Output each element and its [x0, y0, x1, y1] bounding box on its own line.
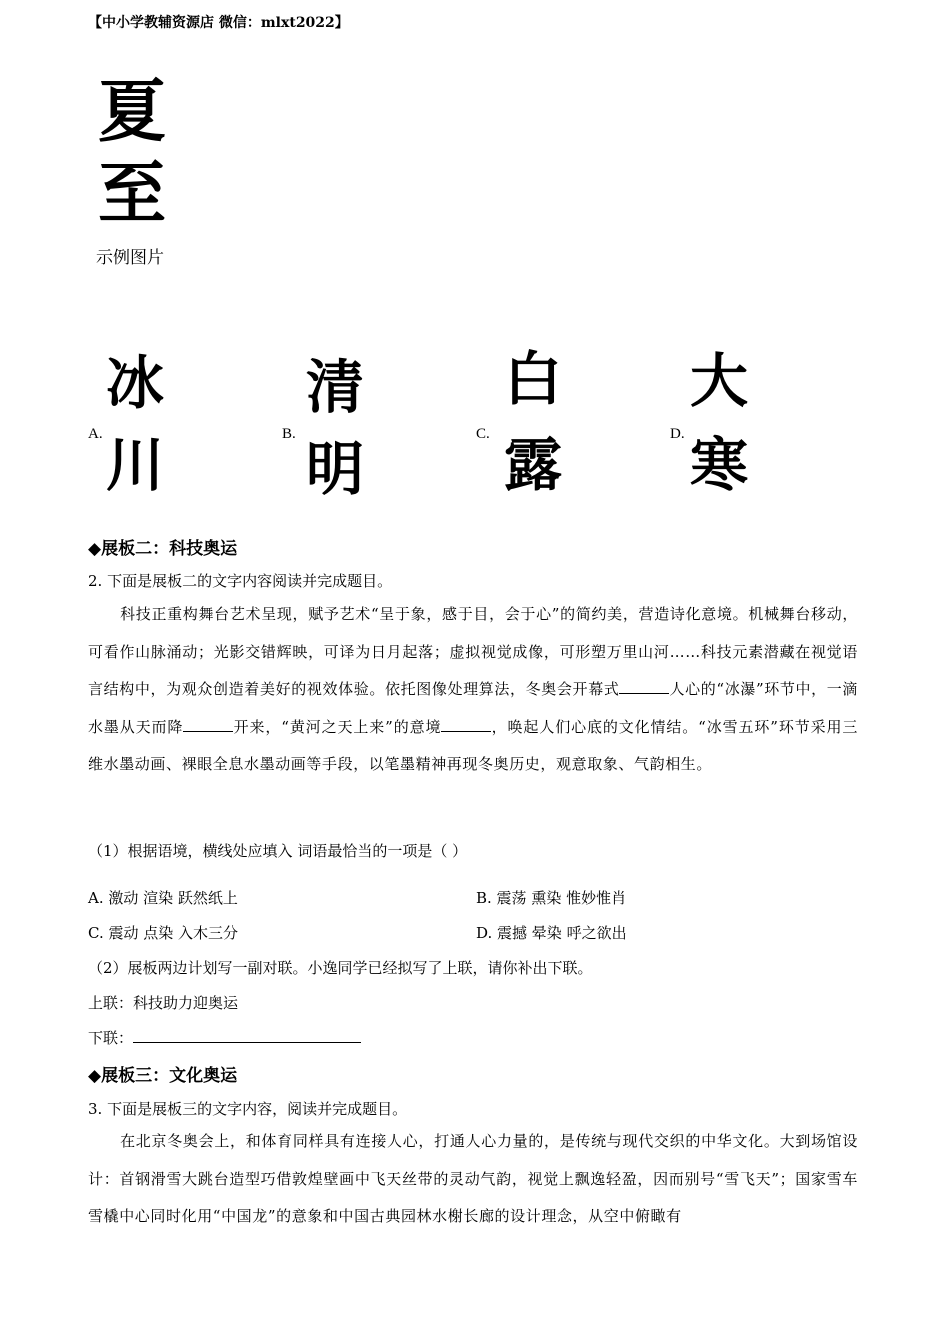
lower-couplet-row: [88, 1027, 361, 1048]
section-3-passage: [88, 1123, 858, 1233]
option-c-char-2: 露: [504, 431, 563, 499]
option-c-char-1: 白: [504, 345, 563, 413]
option-b-char-2: 明: [306, 435, 365, 503]
sub-question-1: （1）根据语境，横线处应填入 词语最恰当的一项是（ ）: [88, 842, 468, 860]
question-3: 3. 下面是展板三的文字内容，阅读并完成题目。: [88, 1100, 408, 1118]
choice-c[interactable]: C. 震动 点染 入木三分: [88, 924, 239, 942]
lower-couplet-label: 下联：: [88, 1029, 134, 1047]
sub-question-2: （2）展板两边计划写一副对联。小逸同学已经拟写了上联，请你补出下联。: [88, 959, 593, 977]
blank-1[interactable]: [619, 679, 669, 694]
sample-caption: 示例图片: [96, 248, 164, 268]
lower-couplet-blank[interactable]: [133, 1028, 361, 1043]
option-c-label[interactable]: C.: [476, 426, 490, 442]
blank-2[interactable]: [183, 717, 233, 732]
option-d-label[interactable]: D.: [670, 426, 685, 442]
section-2-passage: [88, 596, 858, 784]
sample-char-2: 至: [98, 154, 167, 234]
blank-3[interactable]: [441, 717, 491, 732]
section-3-title: ◆展板三：文化奥运: [88, 1066, 238, 1086]
passage-part-4: ，唤起人们心底的文化情结。“冰雪五环”环节采用三维水墨动画、裸眼全息水墨动画等手段，以笔墨精神再现冬奥历史，观意取象、气韵相生。: [88, 717, 858, 773]
option-d-char-2: 寒: [690, 431, 749, 499]
page-header: 【中小学教辅资源店 微信：mlxt2022】: [88, 15, 349, 31]
choice-a[interactable]: A. 激动 渲染 跃然纸上: [88, 889, 238, 907]
passage-part-2: 人心的“冰瀑”环节中，一滴水墨从天而降: [88, 680, 859, 736]
option-b-char-1: 清: [306, 353, 365, 421]
option-a-label[interactable]: A.: [88, 426, 103, 442]
question-2: 2. 下面是展板二的文字内容阅读并完成题目。: [88, 572, 393, 590]
passage-part-1: 科技正重构舞台艺术呈现，赋予艺术“呈于象，感于目，会于心”的简约美，营造诗化意境。机械舞台移动，可看作山脉涌动；光影交错辉映，可译为日月起落；虚拟视觉成像，可形塑万里山河……科技元素潜藏在视觉语言结构中，为观众创造着美好的视效体验。依托图像处理算法，冬奥会开幕式: [88, 605, 858, 698]
section-3-passage-text: 在北京冬奥会上，和体育同样具有连接人心，打通人心力量的，是传统与现代交织的中华文化。大到场馆设计：首钢滑雪大跳台造型巧借敦煌壁画中飞天丝带的灵动气韵，视觉上飘逸轻盈，因而别号“雪飞天”；国家雪车雪橇中心同时化用“中国龙”的意象和中国古典园林水榭长廊的设计理念，从空中俯瞰有: [88, 1132, 858, 1225]
sample-char-1: 夏: [98, 72, 167, 152]
option-a-char-2: 川: [106, 431, 165, 499]
option-a-char-1: 冰: [106, 349, 165, 417]
choice-d[interactable]: D. 震撼 晕染 呼之欲出: [476, 924, 627, 942]
section-2-title: ◆展板二：科技奥运: [88, 539, 238, 559]
option-d-char-1: 大: [690, 347, 749, 415]
upper-couplet: 上联：科技助力迎奥运: [88, 994, 239, 1012]
option-b-label[interactable]: B.: [282, 426, 296, 442]
choice-b[interactable]: B. 震荡 熏染 惟妙惟肖: [476, 889, 627, 907]
passage-part-3: 开来，“黄河之天上来”的意境: [233, 717, 442, 736]
